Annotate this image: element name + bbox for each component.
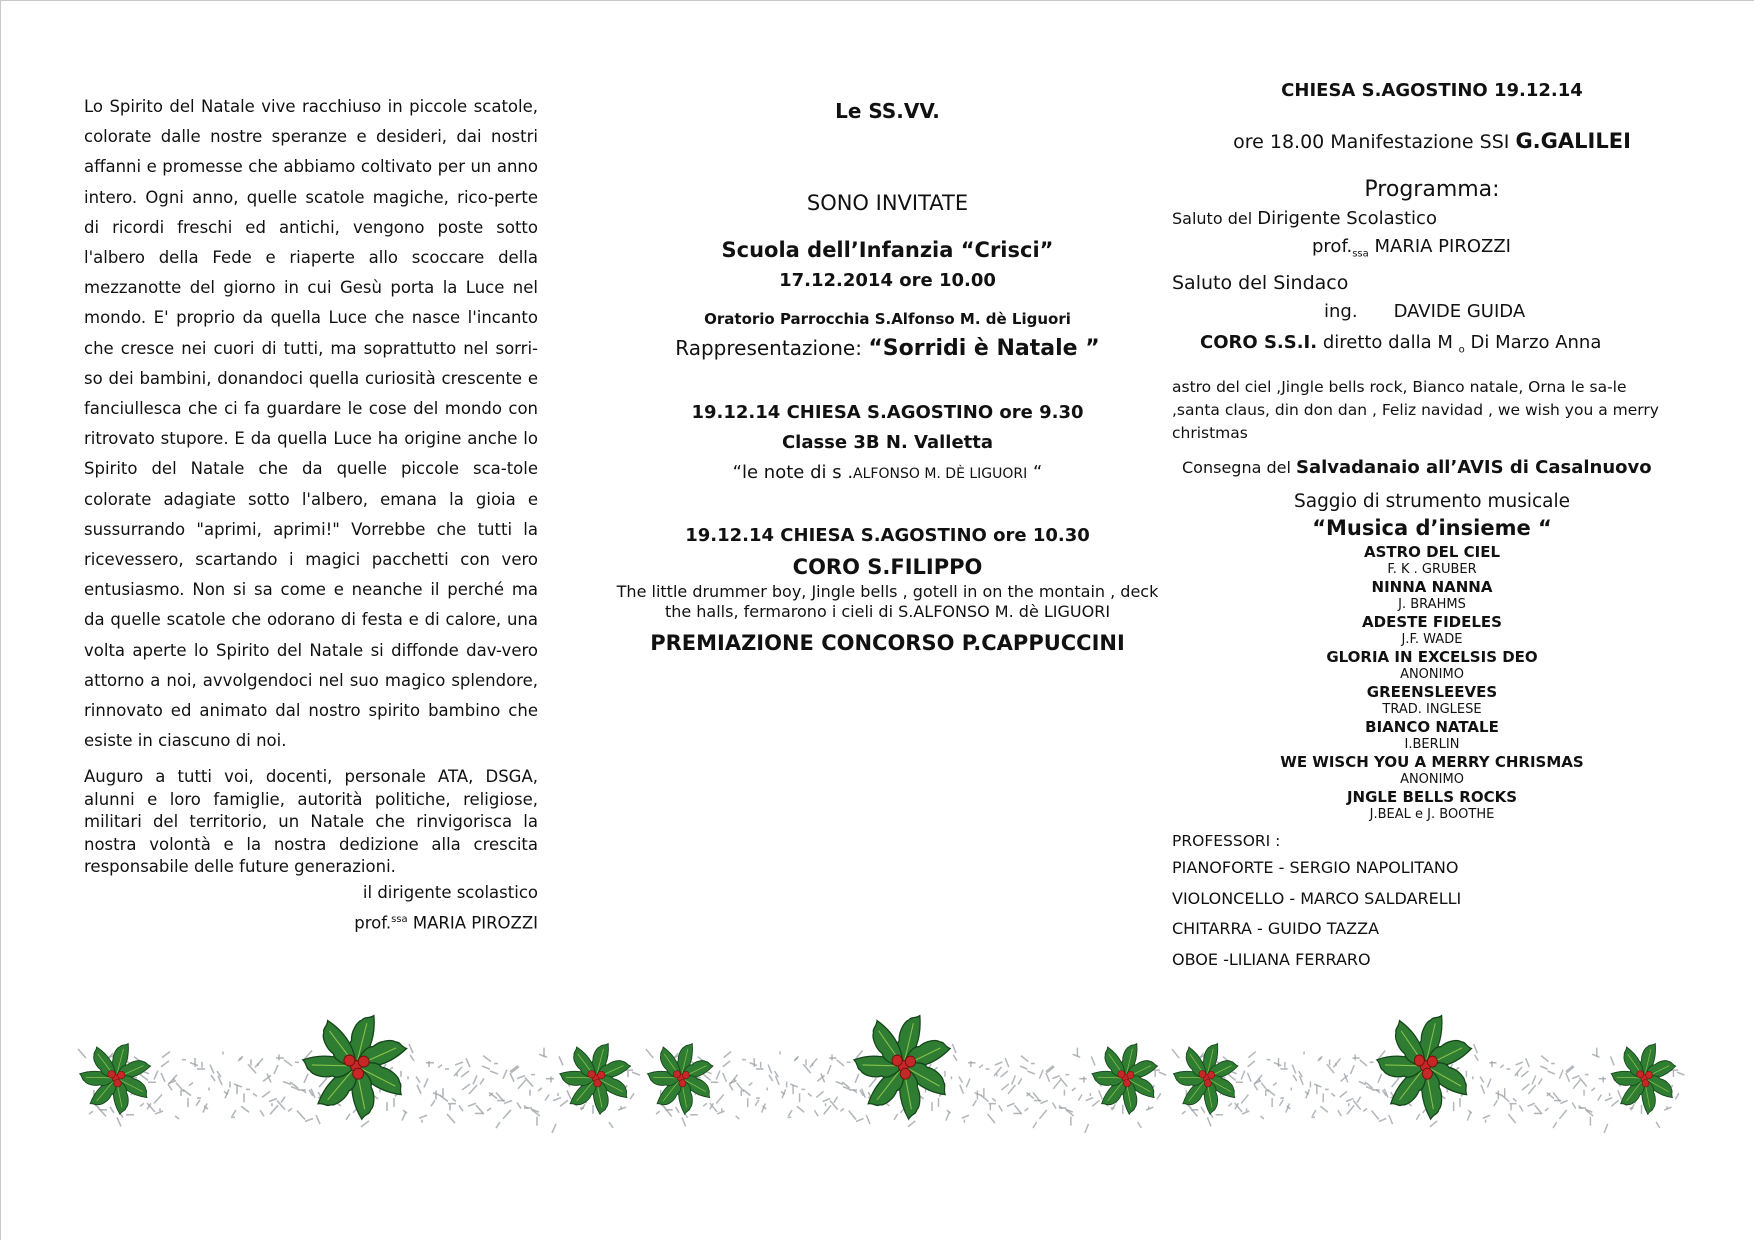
event3-songs: The little drummer boy, Jingle bells , gotell in on the montain , deck the halls, fermarono i cieli di S.ALFONSO M. dè LIGUORI [616,582,1159,621]
signature-role-text: il dirigente scolastico [362,882,538,902]
professor-item: OBOE -LILIANA FERRARO [1172,949,1371,969]
music-program-list [1172,543,1692,823]
program-piece-title: JNGLE BELLS ROCKS [1346,788,1518,807]
consegna-line: Consegna del Salvadanaio all’AVIS di Casalnuovo [1182,457,1652,479]
event2-class: Classe 3B N. Valletta [781,432,994,453]
professors-label: PROFESSORI : [1172,832,1281,851]
holly-garland-icon [76,1008,644,1173]
sindaco-name: ing. DAVIDE GUIDA [1324,300,1526,322]
column-invitation [615,92,1160,658]
holly-garland-icon [1170,1008,1688,1173]
award-line: PREMIAZIONE CONCORSO P.CAPPUCCINI [650,631,1125,655]
professor-item: CHITARRA - GUIDO TAZZA [1172,919,1380,939]
program-piece-title: BIANCO NATALE [1365,718,1499,737]
professor-item: VIOLONCELLO - MARCO SALDARELLI [1172,888,1462,908]
signature-role [84,879,538,906]
program-piece-author: ANONIMO [1400,667,1464,683]
coro-ssi: CORO S.S.I. diretto dalla M $_o$ Di Marzo Anna [1200,331,1602,356]
event1-date: 17.12.2014 ore 10.00 [779,270,996,291]
representation-title: “Sorridi è Natale ” [868,336,1100,361]
school-name: Scuola dell’Infanzia “Crisci” [721,238,1054,262]
column-letter [84,92,538,936]
school-galilei: G.GALILEI [1515,129,1631,153]
signature-name: prof.$^{ssa}$ MARIA PIROZZI [354,913,538,933]
letter-intro-paragraph: Lo Spirito del Natale vive racchiuso in piccole scatole, colorate dalle nostre speranze e desideri, dai nostri affanni e promesse che abbiamo coltivato per un anno intero. Ogni anno, quelle scatole magiche, rico-perte di ricordi freschi ed antichi, vengono poste sotto l'albero della Fede e riaperte allo scoccare della mezzanotte del giorno in cui Gesù porta la Luce nel mondo. E' proprio da quella Luce che nasce l'incanto che cresce nei cuori di tutti, ma soprattutto nel sorri-so dei bambini, donandoci quella curiosità crescente e fanciullesca che ci fa guardare le cose del mondo con ritrovato stupore. E da quella Luce ha origine anche lo Spirito del Natale che da quelle piccole sca-tole colorate adagiate sotto l'albero, emana la gioia e sussurrando "aprimi, aprimi!" Vorrebbe che tutti la ricevessero, scartando i magici pacchetti con vero entusiasmo. Non si sa come e neanche il perché ma da quelle scatole che odorano di festa e di calore, una volta aperte lo Spirito del Natale si diffonde dav-vero attorno a noi, avvolgendoci nel suo magico splendore, rinnovato ed animato dal nostro spirito bambino che esiste in ciascuno di noi. [84,97,538,751]
program-piece-author: J.BEAL e J. BOOTHE [1369,807,1495,823]
program-piece-title: WE WISCH YOU A MERRY CHRISMAS [1280,753,1584,772]
program-piece-title: NINNA NANNA [1371,578,1493,597]
program-piece-author: J. BRAHMS [1398,597,1466,613]
evening-event: ore 18.00 Manifestazione SSI G.GALILEI [1233,129,1631,153]
invited-text: SONO INVITATE [806,191,969,215]
program-piece-title: ADESTE FIDELES [1362,613,1502,632]
event2-datetime: 19.12.14 CHIESA S.AGOSTINO ore 9.30 [691,402,1084,423]
saggio-title: Saggio di strumento musicale [1293,491,1571,513]
evening-header: CHIESA S.AGOSTINO 19.12.14 [1281,80,1583,101]
event1-venue: Oratorio Parrocchia S.Alfonso M. dè Liguori [704,310,1071,328]
program-piece-title: GLORIA IN EXCELSIS DEO [1326,648,1538,667]
event3-datetime: 19.12.14 CHIESA S.AGOSTINO ore 10.30 [685,525,1090,546]
letter-wish-paragraph: Auguro a tutti voi, docenti, personale ATA, DSGA, alunni e loro famiglie, autorità politiche, religiose, militari del territorio, un Natale che rinvigorisca la nostra volontà e la nostra dedizione alla crescita responsabile delle future generazioni. [84,767,538,877]
saluto-dirigente: Saluto del Dirigente Scolastico [1172,208,1437,229]
programma-title: Programma: [1364,177,1500,202]
event2-title: “le note di s .ALFONSO M. DÈ LIGUORI “ [732,462,1043,483]
saluto-sindaco: Saluto del Sindaco [1172,271,1349,294]
program-piece-author: ANONIMO [1400,772,1464,788]
holly-garland-icon [644,1008,1170,1173]
program-piece-author: F. K . GRUBER [1387,562,1477,578]
event3-choir: CORO S.FILIPPO [792,555,983,579]
invitation-heading: Le SS.VV. [835,99,940,123]
musica-insieme-title: “Musica d’insieme “ [1312,516,1552,541]
event1-representation: Rappresentazione: “Sorridi è Natale ” [675,336,1100,361]
professors-list [1172,829,1692,975]
program-piece-title: ASTRO DEL CIEL [1363,543,1501,562]
salvadanaio-text: Salvadanaio all’AVIS di Casalnuovo [1296,457,1652,479]
program-piece-author: I.BERLIN [1404,737,1460,753]
program-piece-author: J.F. WADE [1401,632,1463,648]
program-piece-author: TRAD. INGLESE [1382,702,1482,718]
coro-songs: astro del ciel ,Jingle bells rock, Bianco natale, Orna le sa-le ,santa claus, din don dan , Feliz navidad , we wish you a merry christmas [1172,378,1659,443]
column-program [1172,78,1692,975]
professor-item: PIANOFORTE - SERGIO NAPOLITANO [1172,858,1459,878]
program-piece-title: GREENSLEEVES [1366,683,1498,702]
dirigente-name: $prof._{ssa}$ MARIA PIROZZI [1312,236,1511,260]
